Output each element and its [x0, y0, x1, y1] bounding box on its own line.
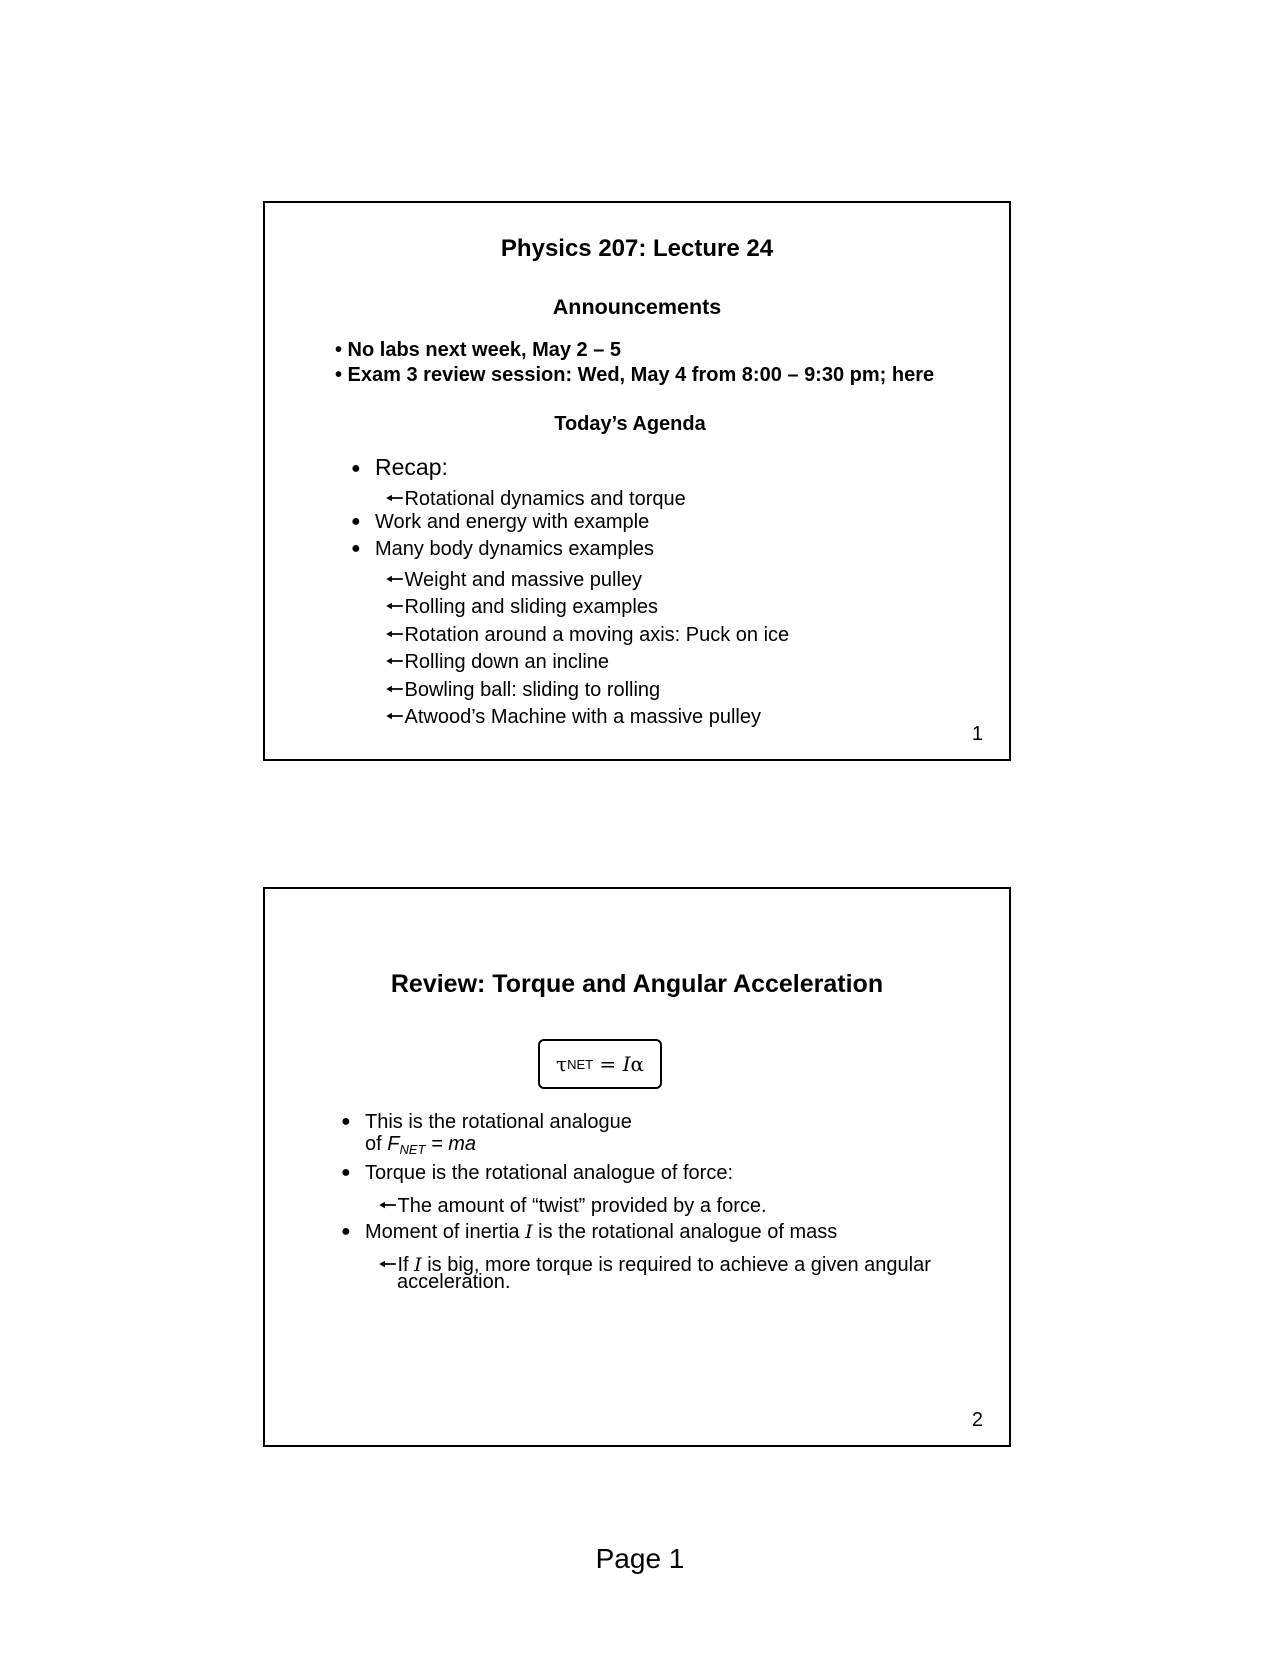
arrow-left-icon: 🠐	[386, 488, 404, 510]
review-bullet	[341, 1221, 837, 1244]
bullet-icon: ●	[351, 513, 361, 530]
review-bullet-text: Moment of inertia	[365, 1221, 526, 1243]
agenda-item-label: Recap:	[375, 454, 448, 480]
review-subbullet-continuation: acceleration.	[397, 1271, 511, 1293]
slide-title: Review: Torque and Angular Acceleration	[390, 970, 884, 998]
arrow-left-icon: 🠐	[386, 679, 404, 701]
arrow-left-icon: 🠐	[379, 1195, 397, 1217]
agenda-subitem-label: Rolling and sliding examples	[404, 596, 658, 618]
fnet-subscript: NET	[399, 1142, 426, 1157]
slide-title: Physics 207: Lecture 24	[500, 235, 774, 262]
announcement-item: • No labs next week, May 2 – 5	[335, 339, 622, 361]
agenda-subitem-label: Atwood’s Machine with a massive pulley	[404, 706, 761, 728]
arrow-left-icon: 🠐	[386, 596, 404, 618]
inertia-symbol: I	[525, 1221, 533, 1243]
agenda-item	[351, 511, 649, 534]
announcement-item: • Exam 3 review session: Wed, May 4 from 8:00 – 9:30 pm; here	[335, 364, 935, 386]
bullet-icon: ●	[341, 1223, 351, 1240]
bullet-icon: ●	[351, 460, 361, 477]
page-footer: Page 1	[595, 1543, 685, 1574]
agenda-subitem-label: Rolling down an incline	[404, 651, 610, 673]
agenda-item	[351, 538, 654, 561]
review-subbullet-text: The amount of “twist” provided by a force.	[397, 1195, 767, 1217]
arrow-left-icon: 🠐	[386, 706, 404, 728]
arrow-left-icon: 🠐	[379, 1254, 397, 1276]
agenda-subitem-label: Weight and massive pulley	[404, 569, 643, 591]
review-bullet-text: This is the rotational analogue	[365, 1111, 632, 1133]
agenda-item-label: Work and energy with example	[375, 511, 650, 533]
formula-box	[538, 1039, 662, 1089]
slide-number: 1	[971, 723, 983, 745]
inertia-symbol: I	[414, 1254, 422, 1276]
agenda-subitem	[386, 702, 761, 736]
formula-tau: τ	[556, 1052, 568, 1076]
bullet-icon: ●	[341, 1113, 351, 1130]
bullet-icon: ●	[341, 1164, 351, 1181]
arrow-left-icon: 🠐	[386, 651, 404, 673]
formula-equals: =	[593, 1052, 623, 1076]
review-subbullet	[379, 1191, 767, 1225]
agenda-subitem-label: Bowling ball: sliding to rolling	[404, 679, 661, 701]
agenda-item-recap	[351, 454, 448, 481]
fnet-rest: = ma	[425, 1133, 477, 1155]
agenda-heading: Today’s Agenda	[554, 413, 706, 435]
review-subbullet-text: If	[397, 1254, 415, 1276]
formula-net-subscript: NET	[567, 1056, 594, 1072]
slide-number: 2	[971, 1409, 983, 1431]
review-bullet	[341, 1111, 632, 1134]
agenda-item-label: Many body dynamics examples	[375, 538, 655, 560]
fnet-symbol: F	[387, 1133, 400, 1155]
formula-alpha: α	[630, 1052, 644, 1076]
review-bullet-text-rest: is the rotational analogue of mass	[532, 1221, 838, 1243]
slide-1	[263, 201, 1011, 761]
formula-inertia: I	[622, 1052, 631, 1076]
slide-2	[263, 887, 1011, 1447]
review-text-of: of	[365, 1133, 388, 1155]
agenda-subitem-label: Rotation around a moving axis: Puck on ice	[404, 624, 790, 646]
arrow-left-icon: 🠐	[386, 569, 404, 591]
review-bullet	[341, 1162, 733, 1185]
review-subbullet-text-rest: is big, more torque is required to achieve a given angular	[421, 1254, 931, 1276]
agenda-subitem-label: Rotational dynamics and torque	[404, 488, 686, 510]
review-bullet-text: Torque is the rotational analogue of force:	[365, 1162, 734, 1184]
arrow-left-icon: 🠐	[386, 624, 404, 646]
bullet-icon: ●	[351, 540, 361, 557]
review-bullet-continuation	[365, 1133, 476, 1157]
announcements-heading: Announcements	[552, 295, 722, 319]
